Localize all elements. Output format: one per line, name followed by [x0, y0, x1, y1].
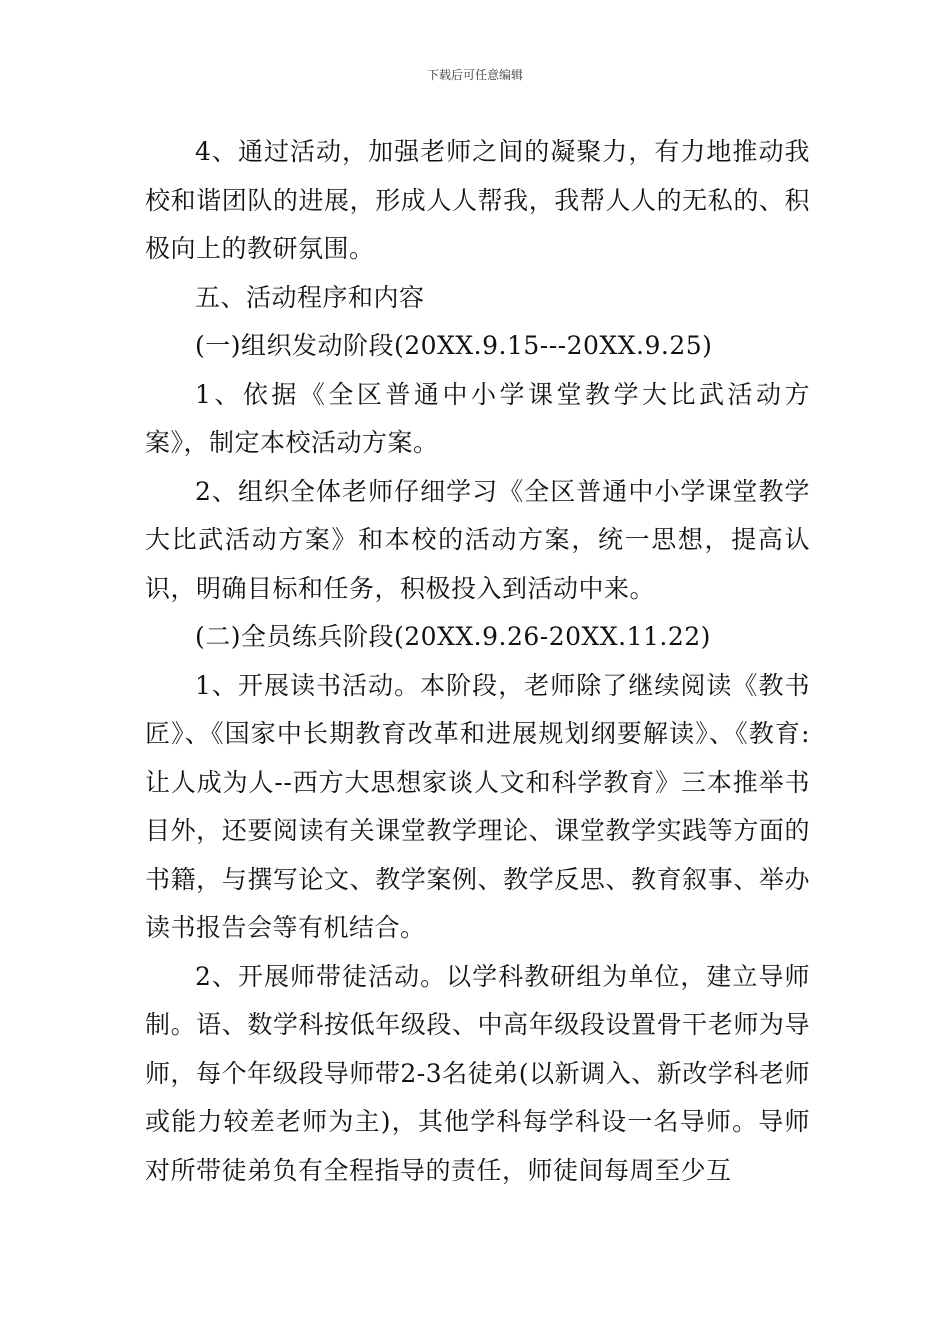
paragraph-stage2-item-2: 2、开展师带徒活动。以学科教研组为单位，建立导师制。语、数学科按低年级段、中高年级段设置骨干老师为导师，每个年级段导师带2-3名徒弟(以新调入、新改学科老师或能力较差老师为主)，其他学科每学科设一名导师。导师对所带徒弟负有全程指导的责任，师徒间每周至少互: [145, 961, 810, 1185]
subheading-stage-1: (一)组织发动阶段(20XX.9.15---20XX.9.25): [195, 331, 713, 360]
section-heading-procedure: 五、活动程序和内容: [195, 282, 425, 312]
paragraph-stage2-item-1: 1、开展读书活动。本阶段，老师除了继续阅读《教书匠》、《国家中长期教育改革和进展规划纲要解读》、《教育:让人成为人--西方大思想家谈人文和科学教育》三本推举书目外，还要阅读有关课堂教学理论、课堂教学实践等方面的书籍，与撰写论文、教学案例、教学反思、教育叙事、举办读书报告会等有机结合。: [145, 670, 810, 942]
paragraph-goal-4: 4、通过活动，加强老师之间的凝聚力，有力地推动我校和谐团队的进展，形成人人帮我，我帮人人的无私的、积极向上的教研氛围。: [145, 137, 810, 263]
paragraph-stage1-item-2: 2、组织全体老师仔细学习《全区普通中小学课堂教学大比武活动方案》和本校的活动方案，统一思想，提高认识，明确目标和任务，积极投入到活动中来。: [145, 476, 810, 603]
paragraph-stage1-item-1: 1、依据《全区普通中小学课堂教学大比武活动方案》，制定本校活动方案。: [145, 379, 810, 457]
page-header: 下载后可任意编辑: [426, 68, 523, 82]
subheading-stage-2: (二)全员练兵阶段(20XX.9.26-20XX.11.22): [195, 622, 711, 651]
document-body: [145, 128, 810, 1195]
